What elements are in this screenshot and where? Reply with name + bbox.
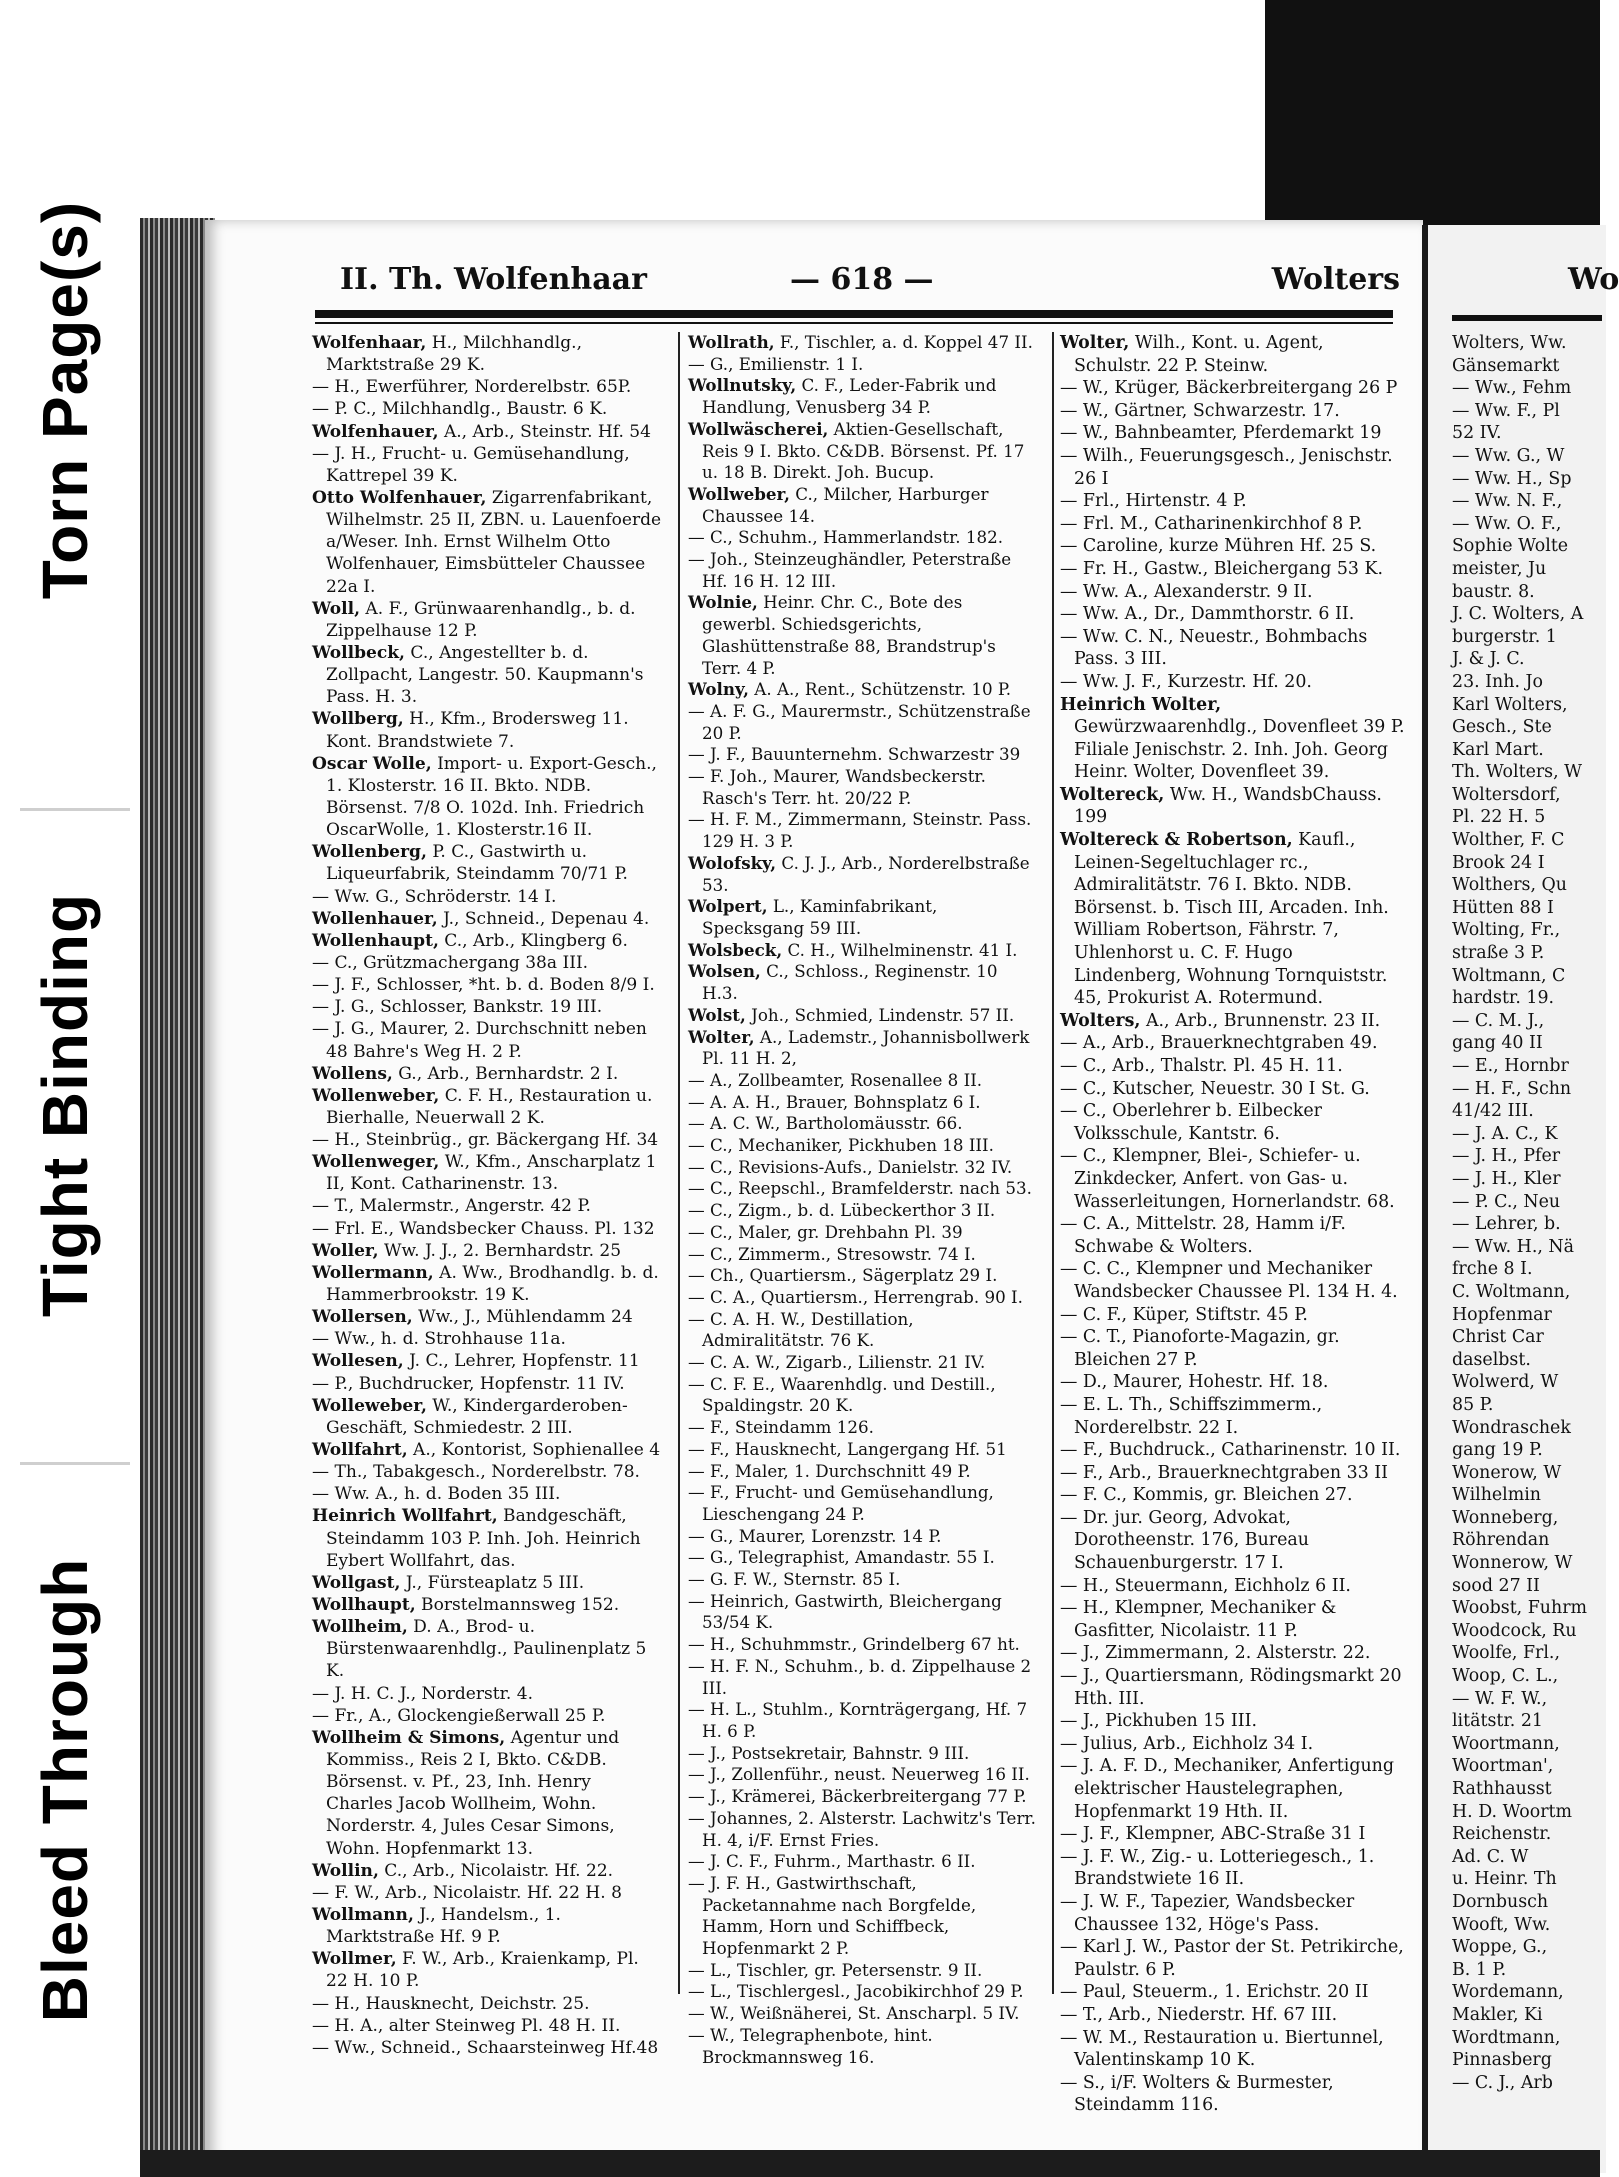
directory-entry: — C. T., Pianoforte-Magazin, gr. Bleichen 27 P. bbox=[1060, 1327, 1340, 1370]
directory-entry: — F. C., Kommis, gr. Bleichen 27. bbox=[1060, 1485, 1353, 1506]
directory-entry: — Ww., Schneid., Schaarsteinweg Hf.48 bbox=[312, 2037, 659, 2058]
header-rule-thin bbox=[315, 322, 1393, 324]
adjacent-page-line: Wordemann, bbox=[1452, 1982, 1564, 2003]
scan-bottom-edge bbox=[140, 2150, 1600, 2177]
directory-entry: — C., Mechaniker, Pickhuben 18 III. bbox=[688, 1135, 994, 1156]
directory-entry: Wollenberg, P. C., Gastwirth u. Liqueurfabrik, Steindamm 70/71 P. bbox=[312, 842, 628, 885]
adjacent-page-line: 85 P. bbox=[1452, 1394, 1494, 1415]
torn-pages-label: Torn Page(s) bbox=[29, 200, 101, 600]
adjacent-page-line: Ad. C. W bbox=[1452, 1846, 1529, 1867]
directory-entry: Heinrich Wollfahrt, Bandgeschäft, Steindamm 103 P. Inh. Joh. Heinrich Eybert Wollfahrt, das. bbox=[312, 1506, 641, 1571]
adjacent-page-line: 52 IV. bbox=[1452, 423, 1502, 444]
adjacent-page-line: Karl Mart. bbox=[1452, 739, 1544, 760]
directory-entry: — F. Joh., Maurer, Wandsbeckerstr. Rasch's Terr. ht. 20/22 P. bbox=[688, 766, 986, 808]
scan-annotation-strip bbox=[0, 0, 130, 2177]
adjacent-page-line: frche 8 I. bbox=[1452, 1259, 1533, 1280]
directory-entry: — J., Pickhuben 15 III. bbox=[1060, 1711, 1258, 1732]
directory-entry: Woltereck & Robertson, Kaufl., Leinen-Segeltuchlager rc., Admiralitätstr. 76 I. Bkto. NDB. Börsenst. b. Tisch III, Arcaden. Inh. William Robertson, Fährstr. 7, Uhlenhorst u. C. F. Hugo Lindenberg, Wohnung Tornquiststr. 45, Prokurist A. Rotermund. bbox=[1060, 830, 1389, 1009]
adjacent-page-line: — Lehrer, b. bbox=[1452, 1214, 1561, 1235]
directory-entry: — G., Telegraphist, Amandastr. 55 I. bbox=[688, 1547, 995, 1568]
directory-entry: — H., Schuhmmstr., Grindelberg 67 ht. bbox=[688, 1634, 1020, 1655]
directory-entry: Wollermann, A. Ww., Brodhandlg. b. d. Hammerbrookstr. 19 K. bbox=[312, 1262, 659, 1306]
adjacent-page-line: — C. M. J., bbox=[1452, 1010, 1545, 1031]
adjacent-page-line: Makler, Ki bbox=[1452, 2004, 1543, 2025]
adjacent-page-line: Wonneberg, bbox=[1452, 1507, 1559, 1528]
directory-entry: — J., Postsekretair, Bahnstr. 9 III. bbox=[688, 1742, 970, 1763]
adjacent-page-line: — Ww. H., Nä bbox=[1452, 1236, 1575, 1257]
directory-entry: — P., Buchdrucker, Hopfenstr. 11 IV. bbox=[312, 1373, 625, 1394]
directory-entry: — Frl. M., Catharinenkirchhof 8 P. bbox=[1060, 513, 1363, 534]
directory-entry: — J., Quartiersmann, Rödingsmarkt 20 Hth. III. bbox=[1060, 1666, 1402, 1709]
tight-binding-label: Tight Binding bbox=[29, 892, 101, 1318]
directory-entry: — C., Schuhm., Hammerlandstr. 182. bbox=[688, 527, 1004, 548]
directory-entry: Wolter, Wilh., Kont. u. Agent, Schulstr. 22 P. Steinw. bbox=[1060, 333, 1324, 376]
scan-background-dark bbox=[1265, 0, 1600, 225]
adjacent-page-line: J. C. Wolters, A bbox=[1452, 604, 1584, 625]
directory-entry: — Ww., h. d. Strohhause 11a. bbox=[312, 1329, 566, 1350]
directory-entry: — J. W. F., Tapezier, Wandsbecker Chaussee 132, Höge's Pass. bbox=[1060, 1891, 1355, 1935]
directory-entry: — F., Frucht- und Gemüsehandlung, Lieschengang 24 P. bbox=[688, 1482, 994, 1524]
directory-entry: — D., Maurer, Hohestr. Hf. 18. bbox=[1060, 1372, 1329, 1393]
directory-entry: — C. F. E., Waarenhdlg. und Destill., Spaldingstr. 20 K. bbox=[688, 1373, 996, 1416]
adjacent-page-line: Karl Wolters, bbox=[1452, 694, 1568, 715]
adjacent-page-line: Woolfe, Frl., bbox=[1452, 1643, 1560, 1664]
directory-entry: — H., Klempner, Mechaniker & Gasfitter, Nicolaistr. 11 P. bbox=[1060, 1598, 1337, 1641]
directory-entry: Wollheim & Simons, Agentur und Kommiss., Reis 2 I, Bkto. C&DB. Börsenst. v. Pf., 23, Inh. Henry Charles Jacob Wollheim, Wohn. Norderstr. 4, Jules Cesar Simons, Wohn. Hopfenmarkt 13. bbox=[312, 1727, 620, 1859]
directory-entry: Wolfenhaar, H., Milchhandlg., Marktstraße 29 K. bbox=[312, 333, 583, 376]
adjacent-page-line: Hopfenmar bbox=[1452, 1304, 1552, 1325]
directory-entry: — W., Weißnäherei, St. Anscharpl. 5 IV. bbox=[688, 2003, 1020, 2024]
adjacent-page-line: — H. F., Schn bbox=[1452, 1078, 1572, 1099]
adjacent-page-line: Wolters, Ww. bbox=[1452, 333, 1567, 353]
directory-entry: — H., Ewerführer, Norderelbstr. 65P. bbox=[312, 377, 632, 398]
adjacent-page-column bbox=[1452, 332, 1602, 2094]
adjacent-page-line: daselbst. bbox=[1452, 1349, 1531, 1370]
directory-entry: Woltereck, Ww. H., WandsbChauss. 199 bbox=[1060, 784, 1382, 828]
directory-entry: — Julius, Arb., Eichholz 34 I. bbox=[1060, 1733, 1314, 1754]
directory-entry: Wollenweber, C. F. H., Restauration u. Bierhalle, Neuerwall 2 K. bbox=[312, 1085, 653, 1128]
adjacent-page-line: u. Heinr. Th bbox=[1452, 1869, 1557, 1890]
directory-entry: — Frl., Hirtenstr. 4 P. bbox=[1060, 491, 1247, 512]
adjacent-page-line: burgerstr. 1 bbox=[1452, 626, 1557, 647]
directory-entry: — F., Hausknecht, Langergang Hf. 51 bbox=[688, 1438, 1007, 1459]
directory-entry: Wollfahrt, A., Kontorist, Sophienallee 4 bbox=[312, 1440, 661, 1461]
directory-entry: Wolfenhauer, A., Arb., Steinstr. Hf. 54 bbox=[312, 421, 652, 442]
adjacent-page-line: Woltmann, C bbox=[1452, 965, 1566, 986]
adjacent-page-line: — P. C., Neu bbox=[1452, 1191, 1561, 1212]
adjacent-page-line: Wonnerow, W bbox=[1452, 1553, 1573, 1574]
bleed-through-label: Bleed Through bbox=[29, 1557, 101, 2023]
directory-entry: — C., Klempner, Blei-, Schiefer- u. Zinkdecker, Anfert. von Gas- u. Wasserleitungen, Hornerlandstr. 68. bbox=[1060, 1146, 1395, 1212]
directory-entry: Wollin, C., Arb., Nicolaistr. Hf. 22. bbox=[312, 1860, 614, 1881]
directory-entry: — Joh., Steinzeughändler, Peterstraße Hf. 16 H. 12 III. bbox=[688, 549, 1012, 591]
directory-entry: Heinrich Wolter, Gewürzwaarenhdlg., Dovenfleet 39 P. Filiale Jenischstr. 2. Inh. Joh. Georg Heinr. Wolter, Dovenfleet 39. bbox=[1060, 694, 1405, 783]
directory-entry: — H. A., alter Steinweg Pl. 48 H. II. bbox=[312, 2015, 621, 2036]
directory-entry: — J., Zimmermann, 2. Alsterstr. 22. bbox=[1060, 1643, 1371, 1664]
adjacent-page-line: Gesch., Ste bbox=[1452, 717, 1552, 738]
directory-entry: — C., Grützmachergang 38a III. bbox=[312, 952, 589, 973]
adjacent-page-line: H. D. Woortm bbox=[1452, 1801, 1573, 1822]
directory-entry: — F., Arb., Brauerknechtgraben 33 II bbox=[1060, 1462, 1389, 1483]
adjacent-page-line: Wolther, F. C bbox=[1452, 830, 1565, 851]
directory-entry: Woller, Ww. J. J., 2. Bernhardstr. 25 bbox=[312, 1240, 622, 1261]
adjacent-page-line: Th. Wolters, W bbox=[1452, 762, 1583, 783]
directory-entry: — A. C. W., Bartholomäusstr. 66. bbox=[688, 1113, 963, 1134]
adjacent-page-line: B. 1 P. bbox=[1452, 1959, 1507, 1980]
adjacent-page-line: Gänsemarkt bbox=[1452, 355, 1560, 376]
directory-entry: Wollrath, F., Tischler, a. d. Koppel 47 II. bbox=[688, 332, 1033, 352]
adjacent-page-line: Wolthers, Qu bbox=[1452, 875, 1567, 896]
adjacent-page-line: Röhrendan bbox=[1452, 1530, 1550, 1551]
directory-entry: — Th., Tabakgesch., Norderelbstr. 78. bbox=[312, 1462, 640, 1483]
directory-entry: — C. A., Mittelstr. 28, Hamm i/F. Schwabe & Wolters. bbox=[1060, 1214, 1346, 1257]
directory-entry: — Caroline, kurze Mühren Hf. 25 S. bbox=[1060, 536, 1377, 557]
directory-entry: — H., Steinbrüg., gr. Bäckergang Hf. 34 bbox=[312, 1130, 659, 1151]
adjacent-page-line: Woortmann, bbox=[1452, 1733, 1560, 1754]
directory-entry: Wolleweber, W., Kindergarderoben-Geschäft, Schmiedestr. 2 III. bbox=[312, 1395, 628, 1438]
directory-entry: — H. F. M., Zimmermann, Steinstr. Pass. 129 H. 3 P. bbox=[688, 809, 1032, 852]
directory-entry: — C., Revisions-Aufs., Danielstr. 32 IV. bbox=[688, 1156, 1013, 1177]
directory-entry: Otto Wolfenhauer, Zigarrenfabrikant, Wilhelmstr. 25 II, ZBN. u. Lauenfoerde a/Weser. Inh. Ernst Wilhelm Otto Wolfenhauer, Eimsbütteler Chaussee 22a I. bbox=[312, 487, 662, 597]
column-divider bbox=[1052, 332, 1054, 1994]
directory-entry: — W. M., Restauration u. Biertunnel, Valentinskamp 10 K. bbox=[1060, 2027, 1384, 2071]
directory-entry: — F., Buchdruck., Catharinenstr. 10 II. bbox=[1060, 1440, 1401, 1461]
directory-entry: — Ww. G., Schröderstr. 14 I. bbox=[312, 886, 557, 907]
directory-entry: — H. F. N., Schuhm., b. d. Zippelhause 2 III. bbox=[688, 1655, 1032, 1698]
directory-entry: Wolnie, Heinr. Chr. C., Bote des gewerbl. Schiedsgerichts, Glashüttenstraße 88, Brandstrup's Terr. 4 P. bbox=[688, 592, 996, 678]
directory-entry: — H., Hausknecht, Deichstr. 25. bbox=[312, 1993, 590, 2014]
header-keyword: Wolters bbox=[1271, 262, 1400, 297]
directory-entry: — T., Arb., Niederstr. Hf. 67 III. bbox=[1060, 2004, 1338, 2025]
page-header bbox=[340, 262, 1400, 312]
directory-entry: Wollesen, J. C., Lehrer, Hopfenstr. 11 bbox=[312, 1351, 640, 1372]
directory-entry: — C., Zigm., b. d. Lübeckerthor 3 II. bbox=[688, 1200, 996, 1221]
directory-entry: — Johannes, 2. Alsterstr. Lachwitz's Terr. H. 4, i/F. Ernst Fries. bbox=[688, 1807, 1036, 1850]
column-divider bbox=[678, 332, 680, 1994]
directory-entry: — W., Bahnbeamter, Pferdemarkt 19 bbox=[1060, 423, 1382, 444]
directory-column-2 bbox=[688, 332, 1038, 2068]
adjacent-page-line: 23. Inh. Jo bbox=[1452, 671, 1543, 692]
directory-entry: Woll, A. F., Grünwaarenhandlg., b. d. Zippelhause 12 P. bbox=[312, 598, 636, 641]
directory-column-1 bbox=[312, 332, 662, 2059]
adjacent-page-line: Hütten 88 I bbox=[1452, 897, 1554, 918]
page-number: — 618 — bbox=[790, 262, 934, 297]
directory-entry: — E. L. Th., Schiffszimmerm., Norderelbstr. 22 I. bbox=[1060, 1394, 1323, 1438]
directory-entry: — C. A. H. W., Destillation, Admiralitätstr. 76 K. bbox=[688, 1308, 914, 1351]
annotation-divider bbox=[20, 808, 130, 811]
directory-entry: — H., Steuermann, Eichholz 6 II. bbox=[1060, 1575, 1351, 1596]
directory-entry: Wolny, A. A., Rent., Schützenstr. 10 P. bbox=[688, 679, 1012, 700]
adjacent-page-line: Woobst, Fuhrm bbox=[1452, 1598, 1588, 1619]
directory-entry: — Ww. A., Alexanderstr. 9 II. bbox=[1060, 581, 1313, 602]
directory-entry: Wolst, Joh., Schmied, Lindenstr. 57 II. bbox=[688, 1004, 1015, 1025]
directory-entry: — Ww. J. F., Kurzestr. Hf. 20. bbox=[1060, 671, 1312, 692]
directory-entry: — C., Oberlehrer b. Eilbecker Volksschule, Kantstr. 6. bbox=[1060, 1101, 1322, 1144]
directory-entry: — F. W., Arb., Nicolaistr. Hf. 22 H. 8 bbox=[312, 1882, 622, 1903]
directory-entry: — G., Emilienstr. 1 I. bbox=[688, 353, 864, 374]
directory-entry: — J. F., Klempner, ABC-Straße 31 I bbox=[1060, 1824, 1366, 1845]
adjacent-page-line: Wolwerd, W bbox=[1452, 1372, 1559, 1393]
adjacent-page-line: J. & J. C. bbox=[1452, 649, 1525, 670]
adjacent-page-header: Wo bbox=[1568, 262, 1619, 297]
adjacent-page-line: Pinnasberg bbox=[1452, 2050, 1552, 2071]
directory-entry: — J., Krämerei, Bäckerbreitergang 77 P. bbox=[688, 1786, 1027, 1807]
book-page-edges bbox=[140, 218, 215, 2168]
adjacent-page-line: — E., Hornbr bbox=[1452, 1056, 1569, 1076]
directory-entry: Wolofsky, C. J. J., Arb., Norderelbstraße 53. bbox=[688, 852, 1030, 895]
adjacent-page-line: hardstr. 19. bbox=[1452, 988, 1555, 1009]
adjacent-page-line: straße 3 P. bbox=[1452, 943, 1545, 964]
adjacent-page-line: Pl. 22 H. 5 bbox=[1452, 807, 1546, 828]
directory-entry: Wolter, A., Lademstr., Johannisbollwerk Pl. 11 H. 2, bbox=[688, 1026, 1030, 1069]
directory-entry: — Ww. A., Dr., Dammthorstr. 6 II. bbox=[1060, 604, 1355, 625]
directory-entry: — F., Maler, 1. Durchschnitt 49 P. bbox=[688, 1460, 971, 1481]
directory-entry: — J. F. W., Zig.- u. Lotteriegesch., 1. Brandstwiete 16 II. bbox=[1060, 1846, 1375, 1890]
directory-entry: Wolsen, C., Schloss., Reginenstr. 10 H.3. bbox=[688, 961, 998, 1004]
directory-entry: — J., Zollenführ., neust. Neuerweg 16 II. bbox=[688, 1764, 1030, 1785]
directory-entry: — L., Tischler, gr. Petersenstr. 9 II. bbox=[688, 1959, 983, 1980]
directory-entry: — J. H. C. J., Norderstr. 4. bbox=[312, 1683, 534, 1704]
directory-entry: — H. L., Stuhlm., Kornträgergang, Hf. 7 H. 6 P. bbox=[688, 1699, 1028, 1741]
adjacent-page-line: Rathhausst bbox=[1452, 1779, 1552, 1799]
directory-entry: — Ww. C. N., Neuestr., Bohmbachs Pass. 3 III. bbox=[1060, 626, 1368, 670]
directory-entry: — C., Kutscher, Neuestr. 30 I St. G. bbox=[1060, 1078, 1370, 1099]
adjacent-page-line: Wolting, Fr., bbox=[1452, 920, 1561, 941]
directory-entry: Oscar Wolle, Import- u. Export-Gesch., 1. Klosterstr. 16 II. Bkto. NDB. Börsenst. 7/8 O. 102d. Inh. Friedrich OscarWolle, 1. Klosterstr.16 II. bbox=[312, 753, 657, 841]
adjacent-page-line: Woop, C. L., bbox=[1452, 1666, 1559, 1687]
directory-entry: — Karl J. W., Pastor der St. Petrikirche, Paulstr. 6 P. bbox=[1060, 1937, 1404, 1980]
directory-entry: — P. C., Milchhandlg., Baustr. 6 K. bbox=[312, 399, 608, 420]
directory-entry: Wollberg, H., Kfm., Brodersweg 11. Kont. Brandstwiete 7. bbox=[312, 709, 629, 752]
adjacent-page-line: — Ww., Fehm bbox=[1452, 378, 1572, 399]
directory-entry: — C., Zimmerm., Stresowstr. 74 I. bbox=[688, 1243, 976, 1264]
directory-entry: — Paul, Steuerm., 1. Erichstr. 20 II bbox=[1060, 1982, 1369, 2003]
directory-entry: Wollwäscherei, Aktien-Gesellschaft, Reis 9 I. Bkto. C&DB. Börsenst. Pf. 17 u. 18 B. Direkt. Joh. Bucup. bbox=[688, 418, 1025, 483]
adjacent-page-line: — Ww. G., W bbox=[1452, 445, 1565, 466]
directory-entry: — W., Telegraphenbote, hint. Brockmannsweg 16. bbox=[688, 2024, 933, 2067]
directory-entry: — F., Steindamm 126. bbox=[688, 1417, 874, 1438]
directory-entry: — G. F. W., Sternstr. 85 I. bbox=[688, 1569, 901, 1590]
adjacent-page-line: Wilhelmin bbox=[1452, 1485, 1541, 1506]
directory-entry: — J. F. H., Gastwirthschaft, Packetannahme nach Borgfelde, Hamm, Horn und Schiffbeck, Hopfenmarkt 2 P. bbox=[688, 1872, 977, 1959]
adjacent-page-line: C. Woltmann, bbox=[1452, 1281, 1571, 1302]
directory-entry: — Fr., A., Glockengießerwall 25 P. bbox=[312, 1705, 606, 1726]
directory-entry: — Ww. A., h. d. Boden 35 III. bbox=[312, 1484, 561, 1505]
adjacent-page-line: Wondraschek bbox=[1452, 1417, 1571, 1438]
directory-entry: — Fr. H., Gastw., Bleichergang 53 K. bbox=[1060, 558, 1384, 579]
directory-entry: Wollheim, D. A., Brod- u. Bürstenwaarenhdlg., Paulinenplatz 5 K. bbox=[312, 1617, 647, 1682]
directory-entry: — L., Tischlergesl., Jacobikirchhof 29 P. bbox=[688, 1981, 1024, 2002]
adjacent-page-line: 41/42 III. bbox=[1452, 1101, 1534, 1122]
directory-entry: — Dr. jur. Georg, Advokat, Dorotheenstr. 176, Bureau Schauenburgerstr. 17 I. bbox=[1060, 1507, 1309, 1574]
directory-entry: — C., Reepschl., Bramfelderstr. nach 53. bbox=[688, 1178, 1032, 1199]
directory-entry: — Wilh., Feuerungsgesch., Jenischstr. 26 I bbox=[1060, 445, 1393, 489]
adjacent-page-line: Woodcock, Ru bbox=[1452, 1620, 1577, 1641]
header-section: II. Th. Wolfenhaar bbox=[340, 262, 647, 297]
directory-entry: Wollbeck, C., Angestellter b. d. Zollpacht, Langestr. 50. Kaupmann's Pass. H. 3. bbox=[312, 642, 644, 708]
directory-entry: — W., Krüger, Bäckerbreitergang 26 P bbox=[1060, 378, 1398, 399]
adjacent-page-line: — Ww. H., Sp bbox=[1452, 468, 1572, 489]
directory-entry: — C., Arb., Thalstr. Pl. 45 H. 11. bbox=[1060, 1056, 1343, 1076]
directory-entry: — A. F. G., Maurermstr., Schützenstraße 20 P. bbox=[688, 700, 1031, 743]
directory-entry: — T., Malermstr., Angerstr. 42 P. bbox=[312, 1196, 591, 1217]
adjacent-page-line: Woltersdorf, bbox=[1452, 784, 1561, 805]
directory-entry: — J. H., Frucht- u. Gemüsehandlung, Kattrepel 39 K. bbox=[312, 443, 630, 486]
directory-entry: — C. F., Küper, Stiftstr. 45 P. bbox=[1060, 1304, 1308, 1325]
directory-entry: Wollenweger, W., Kfm., Anscharplatz 1 II, Kont. Catharinenstr. 13. bbox=[312, 1152, 657, 1195]
adjacent-page-line: Reichenstr. bbox=[1452, 1824, 1552, 1845]
adjacent-page-line: Brook 24 I bbox=[1452, 852, 1545, 873]
directory-entry: Wollenhaupt, C., Arb., Klingberg 6. bbox=[312, 930, 628, 951]
adjacent-page-line: — J. H., Kler bbox=[1452, 1168, 1561, 1189]
adjacent-page-line: — Ww. F., Pl bbox=[1452, 400, 1560, 421]
directory-entry: — A., Arb., Brauerknechtgraben 49. bbox=[1060, 1033, 1378, 1054]
directory-entry: Wollmann, J., Handelsm., 1. Marktstraße Hf. 9 P. bbox=[312, 1904, 561, 1948]
directory-entry: — J. F., Schlosser, *ht. b. d. Boden 8/9 I. bbox=[312, 975, 655, 996]
directory-entry: — Ch., Quartiersm., Sägerplatz 29 I. bbox=[688, 1265, 998, 1286]
adjacent-page-line: — Ww. O. F., bbox=[1452, 513, 1562, 534]
directory-entry: — A. A. H., Brauer, Bohnsplatz 6 I. bbox=[688, 1091, 981, 1112]
directory-entry: — J. G., Maurer, 2. Durchschnitt neben 48 Bahre's Weg H. 2 P. bbox=[312, 1019, 647, 1062]
directory-entry: Wollens, G., Arb., Bernhardstr. 2 I. bbox=[312, 1063, 619, 1084]
directory-entry: — C., Maler, gr. Drehbahn Pl. 39 bbox=[688, 1221, 963, 1242]
directory-entry: — A., Zollbeamter, Rosenallee 8 II. bbox=[688, 1069, 983, 1090]
header-rule bbox=[315, 310, 1393, 318]
directory-entry: — C. A., Quartiersm., Herrengrab. 90 I. bbox=[688, 1286, 1023, 1307]
adjacent-page-line: Sophie Wolte bbox=[1452, 536, 1569, 557]
directory-entry: — C. C., Klempner und Mechaniker Wandsbecker Chaussee Pl. 134 H. 4. bbox=[1060, 1259, 1398, 1302]
directory-entry: — J. A. F. D., Mechaniker, Anfertigung elektrischer Haustelegraphen, Hopfenmarkt 19 Hth. II. bbox=[1060, 1756, 1395, 1822]
adjacent-page-line: — J. H., Pfer bbox=[1452, 1146, 1561, 1167]
directory-entry: — W., Gärtner, Schwarzestr. 17. bbox=[1060, 400, 1340, 421]
adjacent-page-line: — J. A. C., K bbox=[1452, 1123, 1558, 1144]
directory-entry: — G., Maurer, Lorenzstr. 14 P. bbox=[688, 1525, 942, 1546]
adjacent-page-line: — C. J., Arb bbox=[1452, 2072, 1553, 2093]
directory-entry: Wollmer, F. W., Arb., Kraienkamp, Pl. 22 H. 10 P. bbox=[312, 1949, 639, 1992]
adjacent-page-line: Wordtmann, bbox=[1452, 2027, 1561, 2048]
directory-entry: Wollersen, Ww., J., Mühlendamm 24 bbox=[312, 1307, 633, 1328]
directory-entry: Wolters, A., Arb., Brunnenstr. 23 II. bbox=[1060, 1010, 1381, 1031]
adjacent-page-line: Wonerow, W bbox=[1452, 1462, 1562, 1483]
directory-column-3 bbox=[1060, 332, 1405, 2117]
directory-entry: Wollweber, C., Milcher, Harburger Chaussee 14. bbox=[688, 483, 989, 526]
adjacent-page-line: meister, Ju bbox=[1452, 558, 1547, 579]
adjacent-page-line: baustr. 8. bbox=[1452, 581, 1535, 602]
adjacent-page-line: Woppe, G., bbox=[1452, 1937, 1548, 1958]
directory-entry: — C. A. W., Zigarb., Lilienstr. 21 IV. bbox=[688, 1352, 986, 1373]
adjacent-page-line: gang 19 P. bbox=[1452, 1440, 1543, 1461]
directory-entry: Wollenhauer, J., Schneid., Depenau 4. bbox=[312, 908, 650, 929]
directory-entry: — S., i/F. Wolters & Burmester, Steindamm 116. bbox=[1060, 2072, 1334, 2116]
adjacent-page-line: Dornbusch bbox=[1452, 1891, 1549, 1912]
adjacent-page-line: — Ww. N. F., bbox=[1452, 491, 1563, 512]
directory-entry: Wolpert, L., Kaminfabrikant, Specksgang 59 III. bbox=[688, 896, 938, 938]
adjacent-page-line: Woortman', bbox=[1452, 1756, 1554, 1777]
directory-entry: — J. G., Schlosser, Bankstr. 19 III. bbox=[312, 997, 603, 1018]
directory-entry: — Heinrich, Gastwirth, Bleichergang 53/54 K. bbox=[688, 1590, 1002, 1633]
directory-entry: Wollgast, J., Fürsteaplatz 5 III. bbox=[312, 1572, 585, 1593]
directory-entry: — Frl. E., Wandsbecker Chauss. Pl. 132 bbox=[312, 1218, 655, 1239]
directory-entry: — J. F., Bauunternehm. Schwarzestr 39 bbox=[688, 744, 1021, 765]
directory-entry: Wollhaupt, Borstelmannsweg 152. bbox=[312, 1595, 620, 1616]
directory-entry: Wolsbeck, C. H., Wilhelminenstr. 41 I. bbox=[688, 939, 1018, 960]
adjacent-page-line: Christ Car bbox=[1452, 1327, 1544, 1348]
adjacent-page-line: litätstr. 21 bbox=[1452, 1711, 1543, 1732]
adjacent-page-line: Wooft, Ww. bbox=[1452, 1914, 1551, 1935]
annotation-divider bbox=[20, 1462, 130, 1465]
adjacent-page-line: sood 27 II bbox=[1452, 1575, 1540, 1596]
directory-entry: — J. C. F., Fuhrm., Marthastr. 6 II. bbox=[688, 1851, 976, 1872]
adjacent-page-line: gang 40 II bbox=[1452, 1033, 1543, 1054]
directory-entry: Wollnutsky, C. F., Leder-Fabrik und Handlung, Venusberg 34 P. bbox=[688, 375, 997, 418]
adjacent-page-line: — W. F. W., bbox=[1452, 1688, 1548, 1709]
adjacent-page-rule bbox=[1452, 315, 1602, 321]
